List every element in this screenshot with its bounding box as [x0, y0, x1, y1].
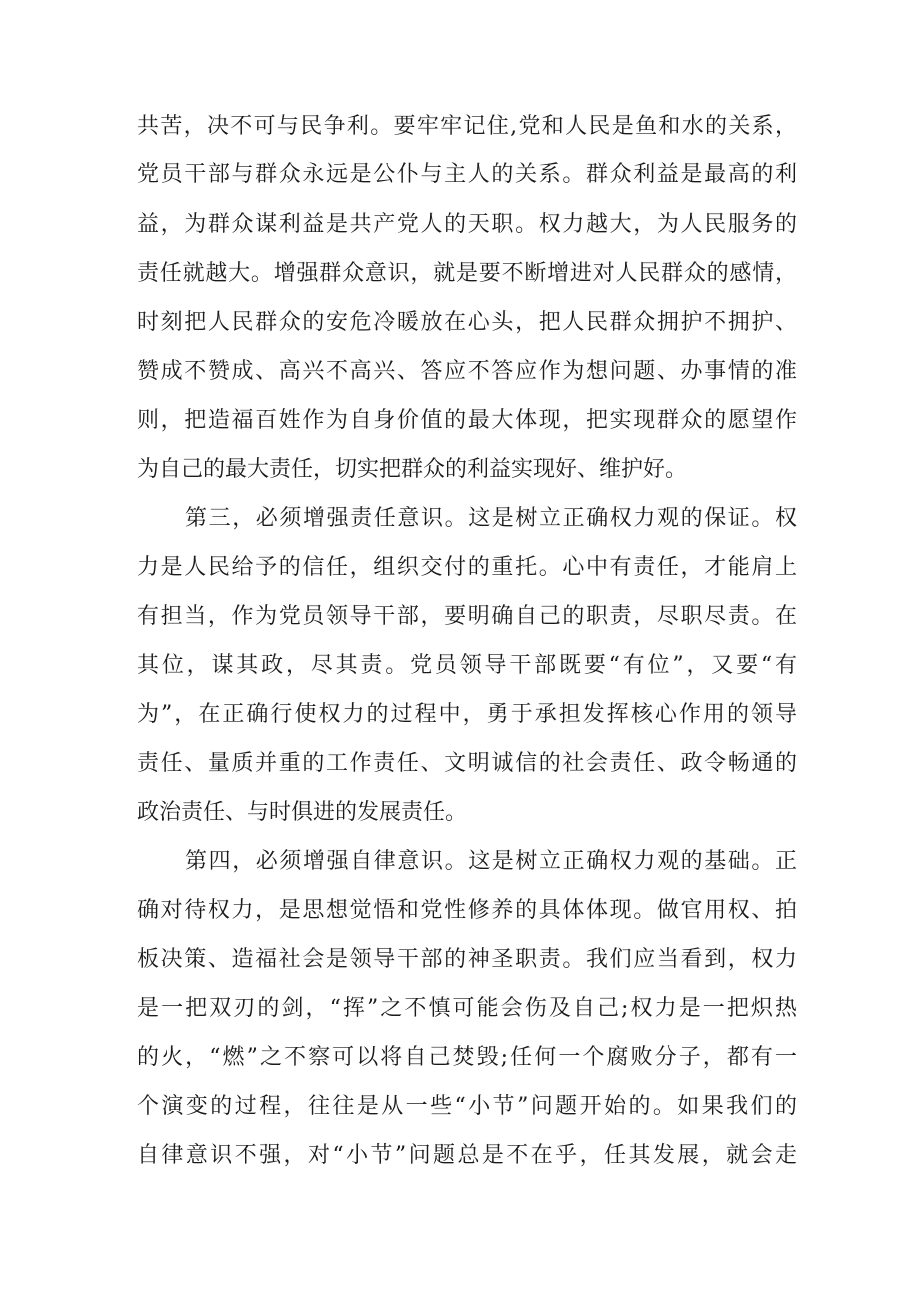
text-line: 个演变的过程，往往是从一些“小节”问题开始的。如果我们的: [137, 1094, 797, 1119]
text-line: 赞成不赞成、高兴不高兴、答应不答应作为想问题、办事情的准: [137, 359, 797, 384]
text-line: 的火，“燃”之不察可以将自己焚毁;任何一个腐败分子，都有一: [137, 1045, 797, 1070]
text-line: 党员干部与群众永远是公仆与主人的关系。群众利益是最高的利: [137, 162, 797, 187]
text-line: 责任、量质并重的工作责任、文明诚信的社会责任、政令畅通的: [137, 751, 797, 776]
text-line: 有担当，作为党员领导干部，要明确自己的职责，尽职尽责。在: [137, 604, 797, 629]
text-line: 政治责任、与时俱进的发展责任。: [137, 800, 468, 825]
text-line: 是一把双刃的剑，“挥”之不慎可能会伤及自己;权力是一把炽热: [137, 996, 797, 1021]
text-line: 则，把造福百姓作为自身价值的最大体现，把实现群众的愿望作: [137, 408, 797, 433]
text-line: 责任就越大。增强群众意识，就是要不断增进对人民群众的感情，: [137, 261, 797, 286]
paragraph-first-line: 第三，必须增强责任意识。这是树立正确权力观的保证。权: [185, 506, 797, 531]
text-line: 其位，谋其政，尽其责。党员领导干部既要“有位”，又要“有: [137, 653, 797, 678]
text-line: 益，为群众谋利益是共产党人的天职。权力越大，为人民服务的: [137, 212, 797, 237]
text-line: 力是人民给予的信任，组织交付的重托。心中有责任，才能肩上: [137, 555, 797, 580]
paragraph-first-line: 第四，必须增强自律意识。这是树立正确权力观的基础。正: [185, 849, 797, 874]
text-line: 时刻把人民群众的安危冷暖放在心头，把人民群众拥护不拥护、: [137, 310, 797, 335]
text-line: 为自己的最大责任，切实把群众的利益实现好、维护好。: [137, 457, 688, 482]
text-line: 板决策、造福社会是领导干部的神圣职责。我们应当看到，权力: [137, 947, 797, 972]
text-line: 共苦，决不可与民争利。要牢牢记住,党和人民是鱼和水的关系，: [137, 114, 797, 139]
text-line: 为”，在正确行使权力的过程中，勇于承担发挥核心作用的领导: [137, 702, 797, 727]
text-line: 确对待权力，是思想觉悟和党性修养的具体体现。做官用权、拍: [137, 898, 797, 923]
text-line: 自律意识不强，对“小节”问题总是不在乎，任其发展，就会走: [137, 1143, 797, 1168]
